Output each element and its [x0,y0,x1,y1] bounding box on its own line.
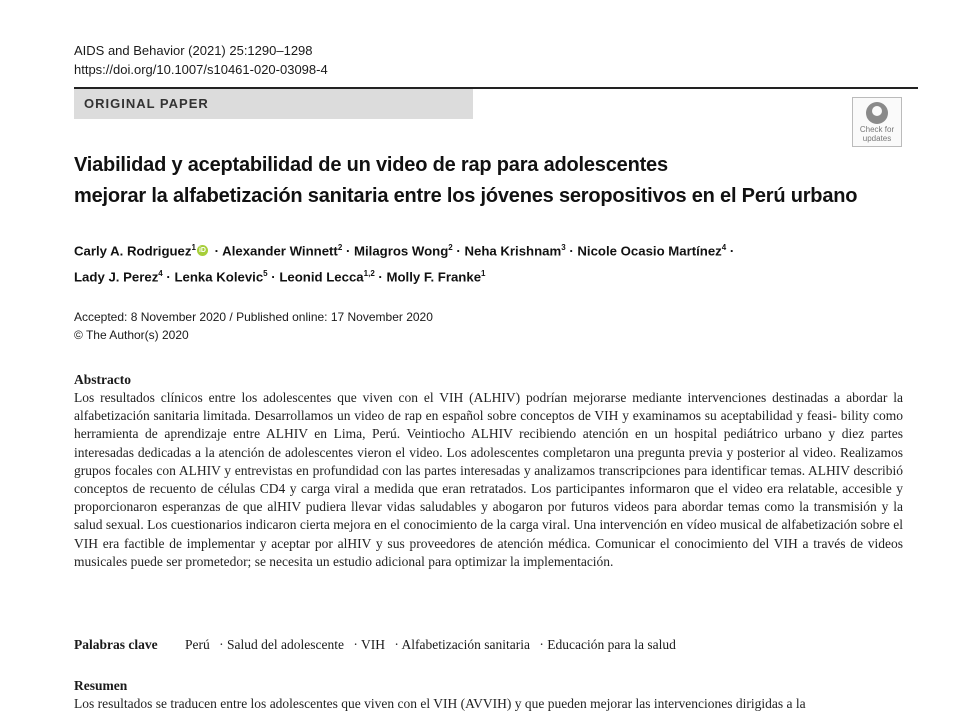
author-affiliation: 1 [191,243,196,252]
keyword-item: · VIH [353,637,385,652]
keyword-item: · Alfabetización sanitaria [394,637,531,652]
keywords-label: Palabras clave [74,637,158,652]
author-name[interactable]: Carly A. Rodriguez [74,243,192,259]
author-name[interactable]: Leonid Lecca [279,269,364,285]
author-affiliation: 4 [158,269,163,279]
abstract-body: Los resultados clínicos entre los adolescentes que viven con el VIH (ALHIV) podrían mejorarse mediante intervenciones destinadas a abordar la alfabetización sanitaria limitada. Desarrollamos un video de rap en español sobre conceptos de VIH y examinamos su aceptabilidad y feasi- bility como herramienta de aprendizaje entre ALHIV en Lima, Perú. Veintiocho ALHIV recibiendo atención en un hospital pediátrico urbano y diez partes interesadas dedicadas a la atención de adolescentes vieron el video. Los adolescentes completaron una pregunta previa y posterior al video. Realizamos grupos focales con ALHIV y entrevistas en profundidad con las partes interesadas y analizamos transcripciones para identificar temas. ALHIV describió conceptos de recuento de células CD4 y carga viral a medida que eran retratados. Los participantes informaron que el video era relatable, accesible y proporcionaron esperanzas de que alHIV pudiera llevar vidas saludables y abogaron por futuros videos para abordar temas como la transmisión y la salud sexual. Los cuestionarios indicaron cierta mejora en el conocimiento de la carga viral. Una intervención en vídeo musical de alfabetización sobre el VIH era factible de implementar y aceptar por alHIV y sus proveedores de atención médica. Comunicar el conocimiento del VIH a través de videos musicales puede ser prometedor; se necesita un estudio adicional para optimizar la implementación. [74,390,903,569]
check-updates-icon [866,102,888,124]
journal-citation: AIDS and Behavior (2021) 25:1290–1298 [74,43,313,58]
author-name[interactable]: Milagros Wong [354,243,449,259]
resumen-body: Los resultados se traducen entre los adolescentes que viven con el VIH (AVVIH) y que pueden mejorar las intervenciones dirigidas a la [74,696,806,711]
author-affiliation: 4 [721,243,727,252]
check-for-updates-badge[interactable] [852,97,902,147]
keywords-section [74,637,682,653]
journal-header [74,41,328,79]
author-affiliation: 1 [481,269,486,279]
author-affiliation: 5 [263,269,268,279]
accepted-published-date: Accepted: 8 November 2020 / Published online: 17 November 2020 [74,310,433,324]
author-affiliation: 3 [561,243,566,252]
keyword-item: · Salud del adolescente [219,637,344,652]
keyword-item: Perú [185,637,210,652]
author-name[interactable]: Molly F. Franke [386,269,482,285]
journal-doi-link[interactable]: https://doi.org/10.1007/s10461-020-03098-4 [74,62,328,77]
author-name[interactable]: Alexander Winnett [222,243,338,259]
orcid-icon[interactable]: iD [198,247,206,255]
article-type-banner [74,89,473,119]
keyword-item: · Educación para la salud [539,637,676,652]
author-list [74,236,734,289]
article-title [74,150,857,212]
author-affiliation: 2 [448,243,453,252]
author-name[interactable]: Nicole Ocasio Martínez [577,243,722,259]
article-type-label: ORIGINAL PAPER [84,96,209,111]
author-name[interactable]: Neha Krishnam [464,243,562,259]
resumen-heading: Resumen [74,678,128,693]
author-name[interactable]: Lady J. Perez [74,269,159,285]
abstract-heading: Abstracto [74,372,131,387]
title-line-1: Viabilidad y aceptabilidad de un video de rap para adolescentes [74,154,668,176]
author-affiliation: 2 [337,243,343,252]
copyright-notice: © The Author(s) 2020 [74,328,189,342]
check-updates-line1: Check for [859,125,895,134]
check-updates-line2: updates [862,134,892,143]
author-line-2: Lady J. Perez$^4$ · Lenka Kolevic$^5$ · Leonid Lecca$^{1,2}$ · Molly F. Franke$^1$ [74,269,486,285]
publication-dates [74,308,433,344]
author-line-1: Carly A. Rodriguez$^1$ iD · Alexander Winnett$^2$ · Milagros Wong$^2$ · Neha Krishnam$^3$ · Nicole Ocasio Martínez$^4$ · [74,243,735,259]
author-name[interactable]: Lenka Kolevic [174,269,264,285]
author-affiliation: 1,2 [363,269,375,279]
title-line-2: mejorar la alfabetización sanitaria entre los jóvenes seropositivos en el Perú urbano [74,185,858,207]
